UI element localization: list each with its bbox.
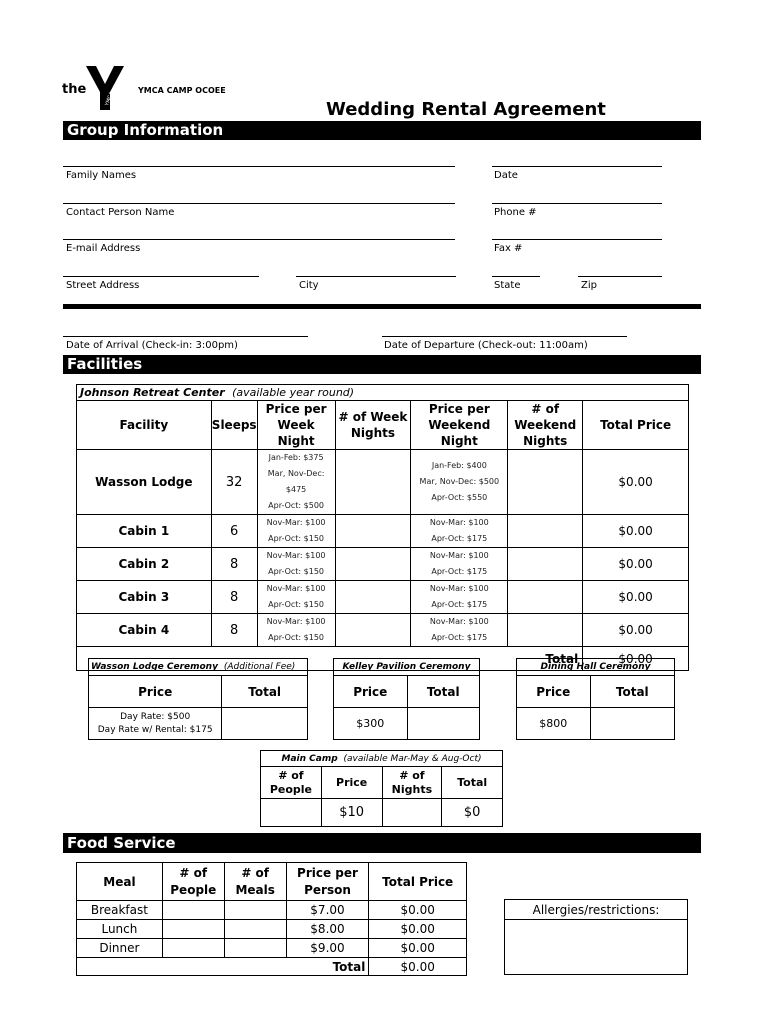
price-line: Apr-Oct: $175 [431, 633, 488, 642]
day-rate-rental: Day Rate w/ Rental: $175 [97, 724, 213, 735]
johnson-facilities-table [76, 384, 689, 671]
week-prices [257, 515, 335, 548]
main-camp-title: Main Camp [281, 753, 338, 764]
email-label: E-mail Address [66, 243, 141, 254]
svg-text:YMCA: YMCA [104, 91, 115, 107]
allergies-box [504, 899, 688, 975]
week-nights-input[interactable] [335, 614, 411, 647]
week-prices [257, 581, 335, 614]
meals-input[interactable] [224, 920, 286, 939]
page-title: Wedding Rental Agreement [326, 99, 606, 120]
price-line: Apr-Oct: $150 [268, 567, 325, 576]
wasson-ceremony-note: (Additional Fee) [223, 662, 296, 672]
price-line: Nov-Mar: $100 [266, 617, 326, 626]
sleeps-value: 32 [211, 450, 257, 515]
weekend-prices [411, 548, 508, 581]
meal-total: $0.00 [369, 939, 467, 958]
departure-label: Date of Departure (Check-out: 11:00am) [384, 340, 588, 351]
dining-price-label: Price [517, 676, 591, 708]
col-weekend-nights: # of Weekend Nights [508, 401, 583, 450]
section-group-information: Group Information [63, 121, 701, 140]
main-camp-people-label: # of People [261, 767, 322, 799]
col-price-weekend: Price per Weekend Night [411, 401, 508, 450]
food-service-table [76, 862, 467, 976]
meal-price: $7.00 [286, 901, 369, 920]
wasson-total-input[interactable] [222, 708, 308, 740]
weekend-prices [411, 450, 508, 515]
facility-name: Cabin 3 [77, 581, 212, 614]
week-nights-input[interactable] [335, 515, 411, 548]
meals-input[interactable] [224, 939, 286, 958]
kelley-total-label: Total [407, 676, 480, 708]
table-row [77, 450, 689, 515]
people-input[interactable] [162, 920, 224, 939]
johnson-total-value: $0.00 [583, 647, 689, 671]
dining-price: $800 [517, 708, 591, 740]
facility-name: Cabin 4 [77, 614, 212, 647]
state-line[interactable] [492, 276, 540, 277]
facility-name: Wasson Lodge [77, 450, 212, 515]
street-label: Street Address [66, 280, 140, 291]
main-camp-table [260, 750, 503, 827]
table-row [77, 901, 467, 920]
food-col-meal: Meal [77, 863, 163, 901]
facility-name: Cabin 2 [77, 548, 212, 581]
week-nights-input[interactable] [335, 450, 411, 515]
main-camp-price-label: Price [321, 767, 382, 799]
weekend-nights-input[interactable] [508, 515, 583, 548]
price-line: Apr-Oct: $500 [268, 501, 325, 510]
table-row [77, 515, 689, 548]
logo [62, 62, 232, 112]
price-line: Nov-Mar: $100 [266, 518, 326, 527]
street-line[interactable] [63, 276, 259, 277]
johnson-note: (available year round) [232, 386, 355, 399]
sleeps-value: 6 [211, 515, 257, 548]
wasson-ceremony-table [88, 658, 308, 740]
wasson-ceremony-title: Wasson Lodge Ceremony [91, 662, 218, 672]
sleeps-value: 8 [211, 614, 257, 647]
price-line: Apr-Oct: $150 [268, 633, 325, 642]
family-names-label: Family Names [66, 170, 137, 181]
arrival-line[interactable] [63, 336, 308, 337]
section-food-service: Food Service [63, 833, 701, 853]
row-total: $0.00 [583, 450, 689, 515]
kelley-total-input[interactable] [407, 708, 480, 740]
col-sleeps: Sleeps [211, 401, 257, 450]
phone-line[interactable] [492, 203, 662, 204]
meal-price: $9.00 [286, 939, 369, 958]
kelley-ceremony-title: Kelley Pavilion Ceremony [334, 659, 480, 676]
food-col-price: Price per Person [286, 863, 369, 901]
col-price-week: Price per Week Night [257, 401, 335, 450]
dining-total-label: Total [590, 676, 674, 708]
week-prices [257, 450, 335, 515]
main-camp-total-label: Total [442, 767, 503, 799]
dining-total-input[interactable] [590, 708, 674, 740]
sleeps-value: 8 [211, 548, 257, 581]
price-line: Apr-Oct: $150 [268, 600, 325, 609]
arrival-label: Date of Arrival (Check-in: 3:00pm) [66, 340, 238, 351]
main-camp-people-input[interactable] [261, 799, 322, 827]
phone-label: Phone # [494, 207, 537, 218]
main-camp-note: (available Mar-May & Aug-Oct) [343, 753, 482, 764]
main-camp-nights-label: # of Nights [382, 767, 442, 799]
meal-name: Breakfast [77, 901, 163, 920]
weekend-prices [411, 581, 508, 614]
price-line: Apr-Oct: $150 [268, 534, 325, 543]
weekend-prices [411, 515, 508, 548]
email-line[interactable] [63, 239, 455, 240]
price-line: Mar, Nov-Dec: $500 [419, 477, 500, 486]
wasson-rates [89, 708, 222, 740]
section-facilities: Facilities [63, 355, 701, 374]
wasson-price-label: Price [89, 676, 222, 708]
weekend-nights-input[interactable] [508, 548, 583, 581]
price-line: Jan-Feb: $375 [268, 453, 324, 462]
facility-name: Cabin 1 [77, 515, 212, 548]
dining-ceremony-title: Dining Hall Ceremony [517, 659, 675, 676]
food-col-people: # of People [162, 863, 224, 901]
people-input[interactable] [162, 901, 224, 920]
week-prices [257, 548, 335, 581]
price-line: Jan-Feb: $400 [431, 461, 487, 470]
food-col-meals: # of Meals [224, 863, 286, 901]
weekend-nights-input[interactable] [508, 614, 583, 647]
week-prices [257, 614, 335, 647]
price-line: Nov-Mar: $100 [266, 584, 326, 593]
price-line: Nov-Mar: $100 [429, 551, 489, 560]
meal-name: Lunch [77, 920, 163, 939]
col-facility: Facility [77, 401, 212, 450]
people-input[interactable] [162, 939, 224, 958]
row-total: $0.00 [583, 548, 689, 581]
table-row [77, 614, 689, 647]
price-line: Nov-Mar: $100 [266, 551, 326, 560]
food-total-label: Total [77, 958, 369, 976]
col-total-price: Total Price [583, 401, 689, 450]
wasson-ceremony-header [89, 659, 308, 676]
row-total: $0.00 [583, 515, 689, 548]
col-week-nights: # of Week Nights [335, 401, 411, 450]
price-line: Nov-Mar: $100 [429, 518, 489, 527]
dining-ceremony-table [516, 658, 675, 740]
logo-the: the [62, 82, 87, 97]
kelley-price: $300 [334, 708, 408, 740]
contact-line[interactable] [63, 203, 455, 204]
week-nights-input[interactable] [335, 581, 411, 614]
fax-label: Fax # [494, 243, 523, 254]
main-camp-header [261, 751, 503, 767]
contact-label: Contact Person Name [66, 207, 175, 218]
table-row [77, 920, 467, 939]
zip-label: Zip [581, 280, 597, 291]
weekend-nights-input[interactable] [508, 450, 583, 515]
day-rate: Day Rate: $500 [120, 711, 191, 722]
city-line[interactable] [296, 276, 456, 277]
kelley-ceremony-table [333, 658, 480, 740]
date-label: Date [494, 170, 518, 181]
state-label: State [494, 280, 521, 291]
table-row [77, 939, 467, 958]
family-names-line[interactable] [63, 166, 455, 167]
weekend-prices [411, 614, 508, 647]
sleeps-value: 8 [211, 581, 257, 614]
ymca-y-logo-icon [84, 62, 126, 112]
wasson-total-label: Total [222, 676, 308, 708]
city-label: City [299, 280, 319, 291]
price-line: Apr-Oct: $550 [431, 493, 488, 502]
price-line: Mar, Nov-Dec: $475 [267, 469, 325, 494]
meal-price: $8.00 [286, 920, 369, 939]
weekend-nights-input[interactable] [508, 581, 583, 614]
week-nights-input[interactable] [335, 548, 411, 581]
divider-bar [63, 304, 701, 309]
meal-name: Dinner [77, 939, 163, 958]
meals-input[interactable] [224, 901, 286, 920]
johnson-total-label: Total [77, 647, 583, 671]
food-col-total: Total Price [369, 863, 467, 901]
table-row [77, 581, 689, 614]
price-line: Nov-Mar: $100 [429, 617, 489, 626]
johnson-name: Johnson Retreat Center [80, 386, 225, 399]
main-camp-nights-input[interactable] [382, 799, 442, 827]
allergies-input[interactable] [505, 920, 688, 975]
johnson-header [77, 385, 689, 401]
logo-org-name: YMCA CAMP OCOEE [138, 86, 226, 95]
price-line: Apr-Oct: $175 [431, 567, 488, 576]
main-camp-total: $0 [442, 799, 503, 827]
food-total-value: $0.00 [369, 958, 467, 976]
fax-line[interactable] [492, 239, 662, 240]
departure-line[interactable] [382, 336, 627, 337]
allergies-label: Allergies/restrictions: [505, 900, 688, 920]
meal-total: $0.00 [369, 920, 467, 939]
price-line: Apr-Oct: $175 [431, 534, 488, 543]
meal-total: $0.00 [369, 901, 467, 920]
kelley-price-label: Price [334, 676, 408, 708]
row-total: $0.00 [583, 581, 689, 614]
row-total: $0.00 [583, 614, 689, 647]
main-camp-price: $10 [321, 799, 382, 827]
zip-line[interactable] [578, 276, 662, 277]
price-line: Nov-Mar: $100 [429, 584, 489, 593]
price-line: Apr-Oct: $175 [431, 600, 488, 609]
date-line[interactable] [492, 166, 662, 167]
table-row [77, 548, 689, 581]
